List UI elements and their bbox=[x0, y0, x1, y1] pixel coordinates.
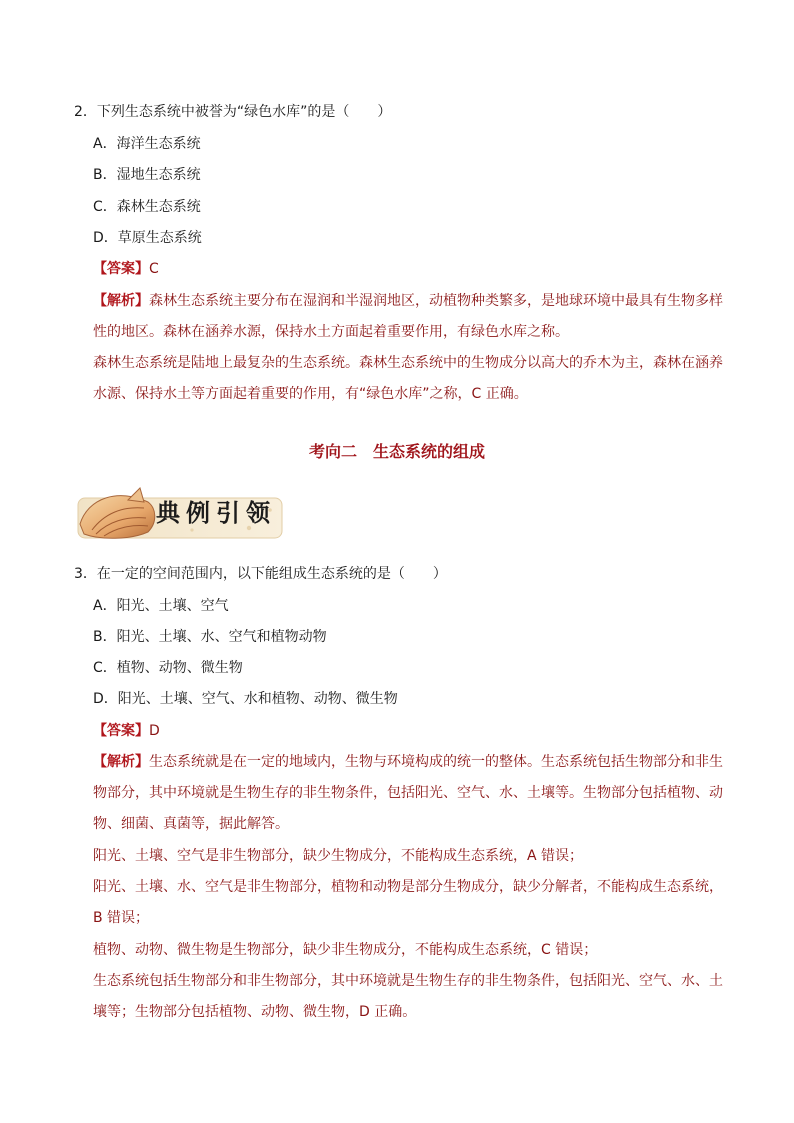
analysis-tag: 【解析】 bbox=[93, 293, 149, 309]
question-3-analysis-line: 物、细菌、真菌等，据此解答。 bbox=[93, 816, 289, 832]
question-2-option-a: A．海洋生态系统 bbox=[93, 136, 201, 152]
answer-value: D bbox=[149, 723, 160, 739]
analysis-text: 森林生态系统主要分布在湿润和半湿润地区，动植物种类繁多，是地球环境中最具有生物多样 bbox=[149, 293, 723, 309]
question-3-analysis-line: 物部分，其中环境就是生物生存的非生物条件，包括阳光、空气、水、土壤等。生物部分包括植物、动 bbox=[93, 785, 723, 801]
question-3-analysis-line: B 错误； bbox=[93, 910, 150, 926]
banner-text: 典例引领 bbox=[156, 498, 276, 527]
question-2-option-d: D．草原生态系统 bbox=[93, 230, 202, 246]
question-3-option-b: B．阳光、土壤、水、空气和植物动物 bbox=[93, 629, 327, 645]
question-3-analysis-line: 植物、动物、微生物是生物部分，缺少非生物成分，不能构成生态系统，C 错误； bbox=[93, 942, 598, 958]
analysis-tag: 【解析】 bbox=[93, 754, 149, 770]
analysis-text: 生态系统就是在一定的地域内，生物与环境构成的统一的整体。生态系统包括生物部分和非生 bbox=[149, 754, 723, 770]
question-3-analysis-line: 阳光、土壤、空气是非生物部分，缺少生物成分，不能构成生态系统，A 错误； bbox=[93, 848, 584, 864]
answer-tag: 【答案】 bbox=[93, 723, 149, 739]
section-title: 考向二 生态系统的组成 bbox=[308, 442, 485, 461]
question-2-analysis-line bbox=[93, 291, 723, 311]
question-3-analysis-line: 壤等；生物部分包括植物、动物、微生物，D 正确。 bbox=[93, 1004, 417, 1020]
question-3-option-c: C．植物、动物、微生物 bbox=[93, 660, 243, 676]
question-2-stem: 2．下列生态系统中被誉为“绿色水库”的是（ ） bbox=[74, 104, 392, 120]
example-banner bbox=[74, 484, 284, 542]
question-3-answer bbox=[93, 721, 160, 741]
question-2-analysis-line: 性的地区。森林在涵养水源，保持水土方面起着重要作用，有绿色水库之称。 bbox=[93, 324, 569, 340]
answer-tag: 【答案】 bbox=[93, 261, 149, 277]
question-2-analysis-line: 森林生态系统是陆地上最复杂的生态系统。森林生态系统中的生物成分以高大的乔木为主，森林在涵养 bbox=[93, 355, 723, 371]
question-2-option-b: B．湿地生态系统 bbox=[93, 167, 201, 183]
question-3-analysis-line bbox=[93, 752, 723, 772]
question-3-stem: 3．在一定的空间范围内，以下能组成生态系统的是（ ） bbox=[74, 566, 447, 582]
question-3-analysis-line: 阳光、土壤、水、空气是非生物部分，植物和动物是部分生物成分，缺少分解者，不能构成生态系统， bbox=[93, 879, 723, 895]
answer-value: C bbox=[149, 261, 159, 277]
question-2-answer bbox=[93, 259, 159, 279]
question-2-analysis-line: 水源、保持水土等方面起着重要的作用，有“绿色水库”之称，C 正确。 bbox=[93, 386, 528, 402]
question-3-analysis-line: 生态系统包括生物部分和非生物部分，其中环境就是生物生存的非生物条件，包括阳光、空气、水、土 bbox=[93, 973, 723, 989]
question-2-option-c: C．森林生态系统 bbox=[93, 199, 201, 215]
question-3-option-a: A．阳光、土壤、空气 bbox=[93, 598, 229, 614]
question-3-option-d: D．阳光、土壤、空气、水和植物、动物、微生物 bbox=[93, 691, 398, 707]
